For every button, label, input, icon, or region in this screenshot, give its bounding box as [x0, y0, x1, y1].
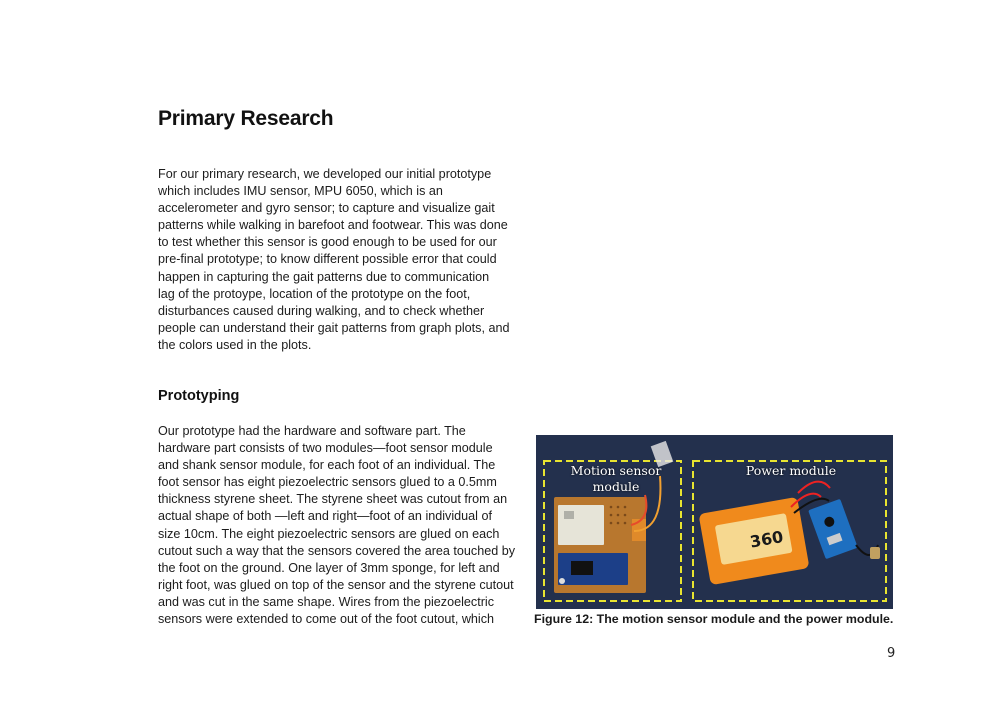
figure-caption: Figure 12: The motion sensor module and the power module. — [534, 612, 894, 626]
section-heading: Primary Research — [158, 107, 334, 130]
power-module-label: Power module — [745, 463, 837, 478]
page-number: 9 — [887, 646, 896, 661]
prototyping-paragraph: Our prototype had the hardware and software part. The hardware part consists of two modules—foot sensor module and shank sensor module, for each foot of an individual. The foot sensor has eight piezoelectric sensors glued to a 0.5mm thickness styrene sheet. The styrene sheet was cutout from an actual shape of both —left and right—foot of an individual of size 10cm. The eight piezoelectric sensors are glued on each cutout such a way that the sensors covered the area touched by the foot on the ground. One layer of 3mm sponge, for left and right foot, was glued on top of the sensor and the styrene cutout and was cut in the same shape. Wires from the piezoelectric sensors were extended to come out of the foot cutout, which — [158, 424, 516, 627]
motion-sensor-label: Motion sensor module — [570, 463, 662, 494]
hardware-illustration — [536, 435, 893, 609]
battery-label: 360 — [748, 527, 785, 552]
subsection-heading: Prototyping — [158, 388, 240, 404]
figure-photo — [536, 435, 893, 609]
intro-paragraph: For our primary research, we developed our initial prototype which includes IMU sensor, MPU 6050, which is an accelerometer and gyro sensor; to capture and visualize gait patterns while walking in barefoot and footwear. This was done to test whether this sensor is good enough to be used for our pre-final prototype; to know different possible error that could happen in capturing the gait patterns due to communication lag of the protoype, location of the prototype on the foot, disturbances caused during walking, and to check whether people can understand their gait patterns from graph plots, and the colors used in the plots. — [158, 167, 510, 352]
